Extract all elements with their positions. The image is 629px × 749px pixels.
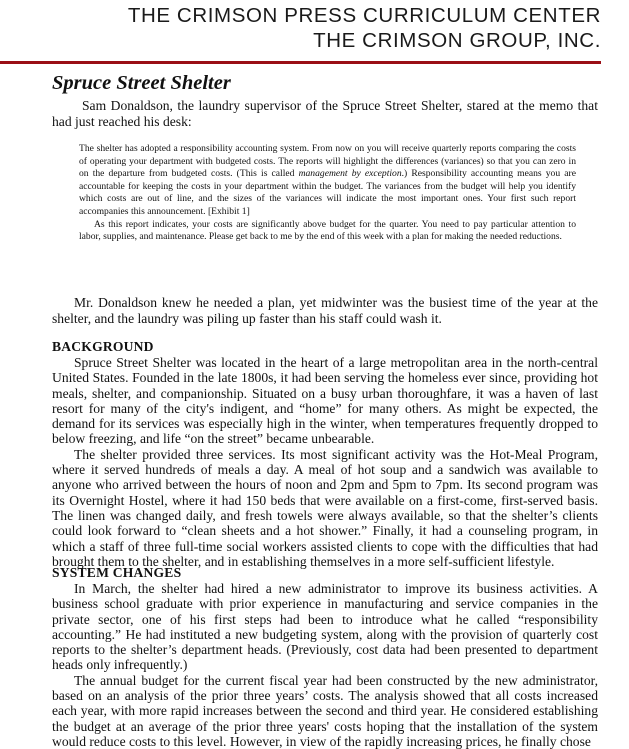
- background-heading: BACKGROUND: [52, 339, 154, 354]
- intro-paragraph: Sam Donaldson, the laundry supervisor of the Spruce Street Shelter, stared at the memo that had just reached his desk:: [52, 98, 598, 129]
- memo-text-a: The shelter has adopted a responsibility accounting system. From now on you will receive quarterly reports comparing the costs of operating your department with budgeted costs. The reports will highlight the differences (variances) so that you can zero in on the departure from budgeted costs. (This is called: [79, 143, 576, 180]
- system-changes-section: [52, 581, 598, 749]
- header-line-2: THE CRIMSON GROUP, INC.: [313, 29, 601, 52]
- background-section: [52, 355, 598, 569]
- memo-block: [79, 143, 576, 244]
- header-rule: [0, 61, 601, 64]
- system-changes-paragraph-2: The annual budget for the current fiscal year had been constructed by the new administrator, based on an analysis of the prior three years’ costs. The analysis showed that all costs increased each year, with more rapid increases between the second and third year. He considered establishing the budget at an average of the prior three years' costs hoping that the installation of the system would reduce costs to this level. However, in view of the rapidly increasing prices, he finally chose: [52, 672, 598, 749]
- memo-emphasis: management by exception: [298, 168, 402, 180]
- system-changes-heading: SYSTEM CHANGES: [52, 565, 182, 580]
- case-title: Spruce Street Shelter: [52, 72, 231, 94]
- memo-text-b: .) Responsibility accounting means you are accountable for keeping the costs in your department within the budget. The variances from the budget will help you identify which costs are out of line, and the sizes of the variances will indicate the most important ones. Your first such report accompanies this announcement. [Exhibit 1]: [79, 168, 576, 217]
- memo-paragraph-1: [79, 143, 576, 219]
- header-line-1: THE CRIMSON PRESS CURRICULUM CENTER: [127, 4, 601, 27]
- background-paragraph-2: The shelter provided three services. Its most significant activity was the Hot-Meal Program, where it served hundreds of meals a day. A meal of hot soup and a sandwich was available to anyone who arrived between the hours of noon and 2pm and 5pm to 7pm. Its second program was its Overnight Hostel, where it had 150 beds that were available on a first-come, first-served basis. The linen was changed daily, and fresh towels were always available, so that the shelter’s clients could look forward to “clean sheets and a hot shower.” Finally, it had a counseling program, in which a staff of three full-time social workers assisted clients to cope with the difficulties that had brought them to the shelter, and in establishing themselves in a more self-sufficient lifestyle.: [52, 446, 598, 569]
- background-paragraph-1: Spruce Street Shelter was located in the heart of a large metropolitan area in the north-central United States. Founded in the late 1800s, it had been serving the homeless ever since, providing hot meals, shelter, and companionship. Situated on a busy urban thoroughfare, it was a haven of last resort for many of the city's indigent, and “home” for many others. As might be expected, the demand for its services was especially high in the winter, when temperatures frequently dropped to below freezing, and life “on the street” became unbearable.: [52, 355, 598, 447]
- system-changes-paragraph-1: In March, the shelter had hired a new administrator to improve its business activities. A business school graduate with prior experience in manufacturing and service companies in the private sector, one of his first steps had been to introduce what he called “responsibility accounting.” He had instituted a new budgeting system, along with the provision of quarterly cost reports to the shelter’s department heads. (Previously, cost data had been presented to department heads only infrequently.): [52, 581, 598, 673]
- after-memo-paragraph: Mr. Donaldson knew he needed a plan, yet midwinter was the busiest time of the year at the shelter, and the laundry was piling up faster than his staff could wash it.: [52, 295, 598, 326]
- publisher-header: [128, 3, 601, 53]
- memo-paragraph-2: As this report indicates, your costs are significantly above budget for the quarter. You need to pay particular attention to labor, supplies, and maintenance. Please get back to me by the end of this week with a plan for making the needed reductions.: [79, 218, 576, 243]
